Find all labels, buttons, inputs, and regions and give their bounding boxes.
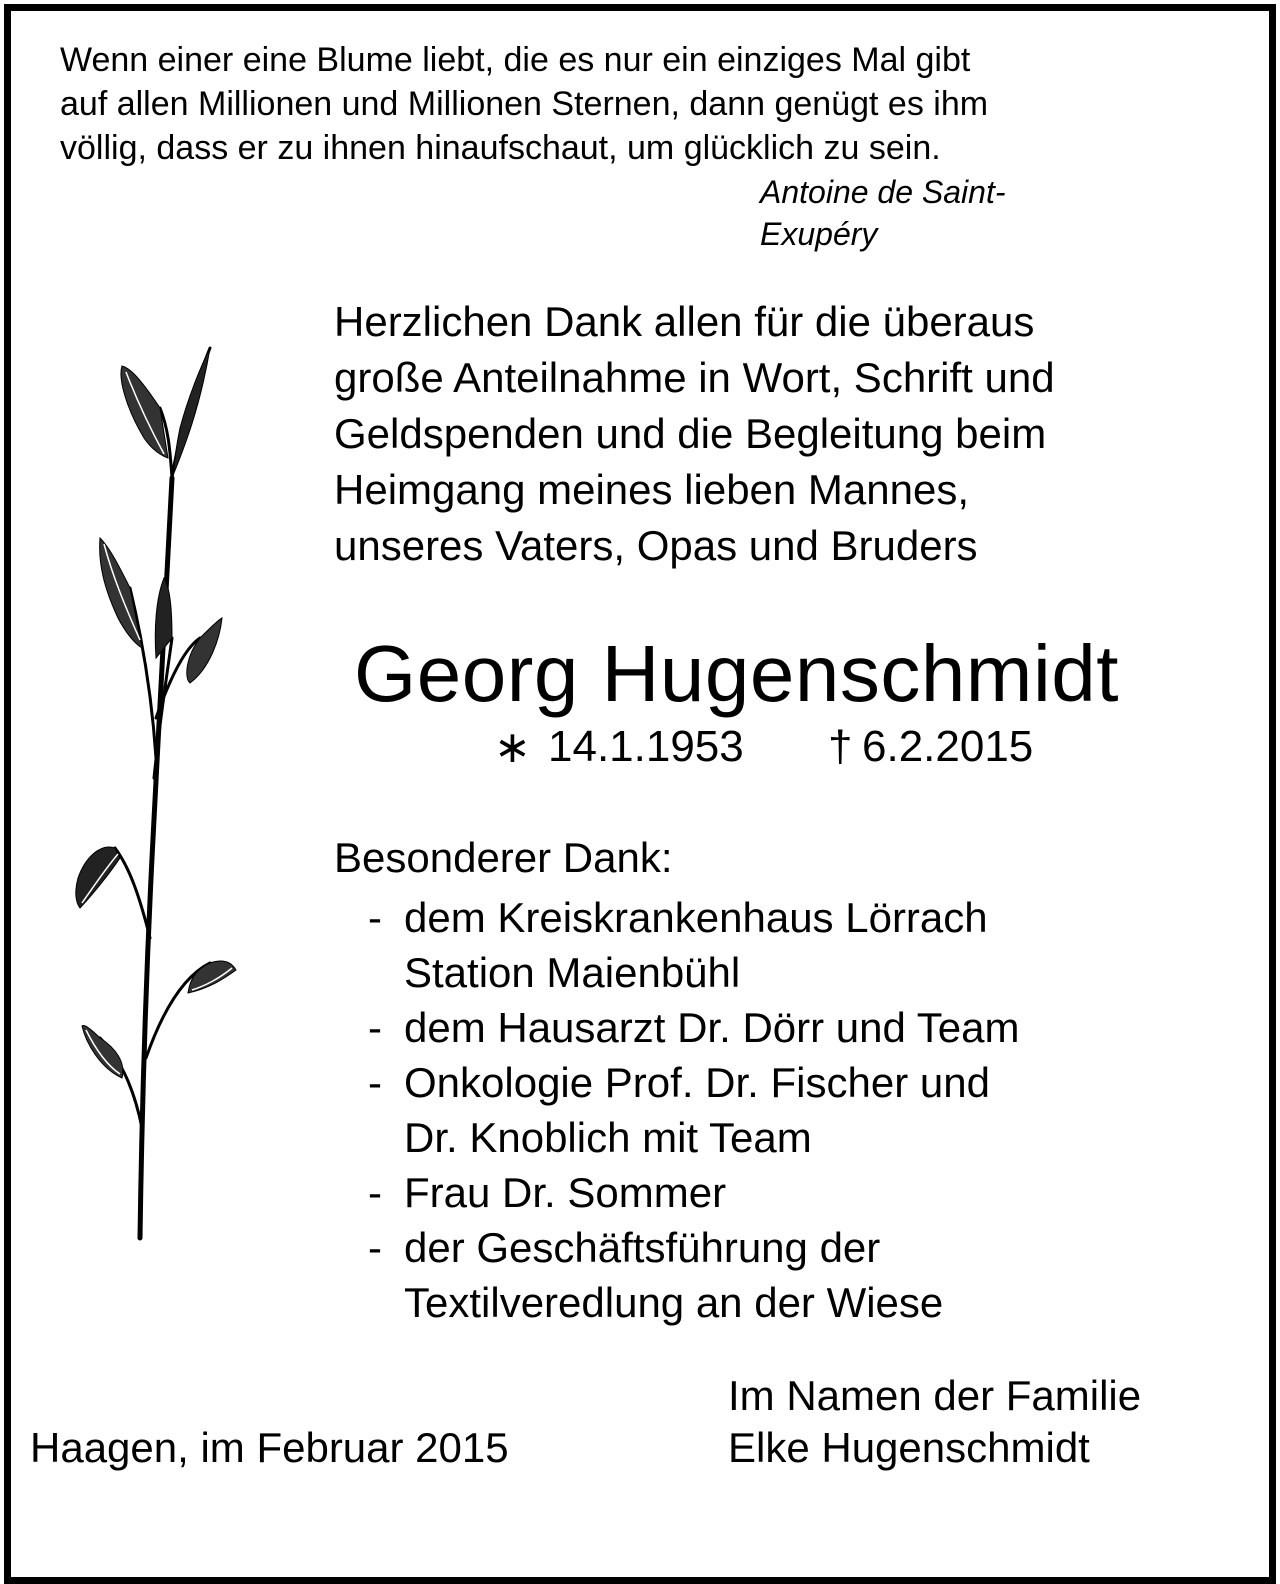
quote-line-2: auf allen Millionen und Millionen Sternen, dann genügt es ihm: [60, 85, 989, 123]
list-item-text: dem Hausarzt Dr. Dörr und Team: [404, 1004, 1020, 1051]
list-dash: -: [368, 1004, 382, 1051]
thanks-line-5: unseres Vaters, Opas und Bruders: [334, 522, 978, 569]
quote-author-line-2: Exupéry: [760, 216, 878, 252]
list-item-text: der Geschäftsführung der: [404, 1224, 881, 1271]
deceased-name: Georg Hugenschmidt: [354, 629, 1119, 718]
signature-line-1: Im Namen der Familie: [728, 1372, 1142, 1419]
list-dash: -: [368, 894, 382, 941]
list-dash: -: [368, 1059, 382, 1106]
list-item-text: Dr. Knoblich mit Team: [404, 1114, 812, 1161]
thanks-line-2: große Anteilnahme in Wort, Schrift und: [334, 354, 1055, 401]
thanks-line-4: Heimgang meines lieben Mannes,: [334, 466, 970, 513]
quote-line-3: völlig, dass er zu ihnen hinaufschaut, um glücklich zu sein.: [60, 129, 941, 167]
list-item-text: Textilveredlung an der Wiese: [404, 1279, 944, 1326]
list-item-text: dem Kreiskrankenhaus Lörrach: [404, 894, 988, 941]
list-item-text: Station Maienbühl: [404, 949, 741, 996]
list-item-text: Frau Dr. Sommer: [404, 1169, 727, 1216]
quote-line-1: Wenn einer eine Blume liebt, die es nur ein einziges Mal gibt: [60, 41, 971, 79]
list-dash: -: [368, 1224, 382, 1271]
plant-branch-illustration: [60, 338, 260, 1248]
quote-author-line-1: Antoine de Saint-: [760, 174, 1006, 210]
death-date: 6.2.2015: [862, 722, 1034, 771]
list-dash: -: [368, 1169, 382, 1216]
death-cross-icon: †: [828, 722, 853, 771]
special-thanks-title: Besonderer Dank:: [334, 834, 673, 881]
thanks-line-1: Herzlichen Dank allen für die überaus: [334, 298, 1035, 345]
place-date: Haagen, im Februar 2015: [30, 1424, 509, 1471]
list-item-text: Onkologie Prof. Dr. Fischer und: [404, 1059, 990, 1106]
birth-star-icon: ∗: [494, 723, 531, 772]
signature-line-2: Elke Hugenschmidt: [728, 1424, 1090, 1471]
birth-date: 14.1.1953: [548, 722, 744, 771]
thanks-line-3: Geldspenden und die Begleitung beim: [334, 410, 1047, 457]
